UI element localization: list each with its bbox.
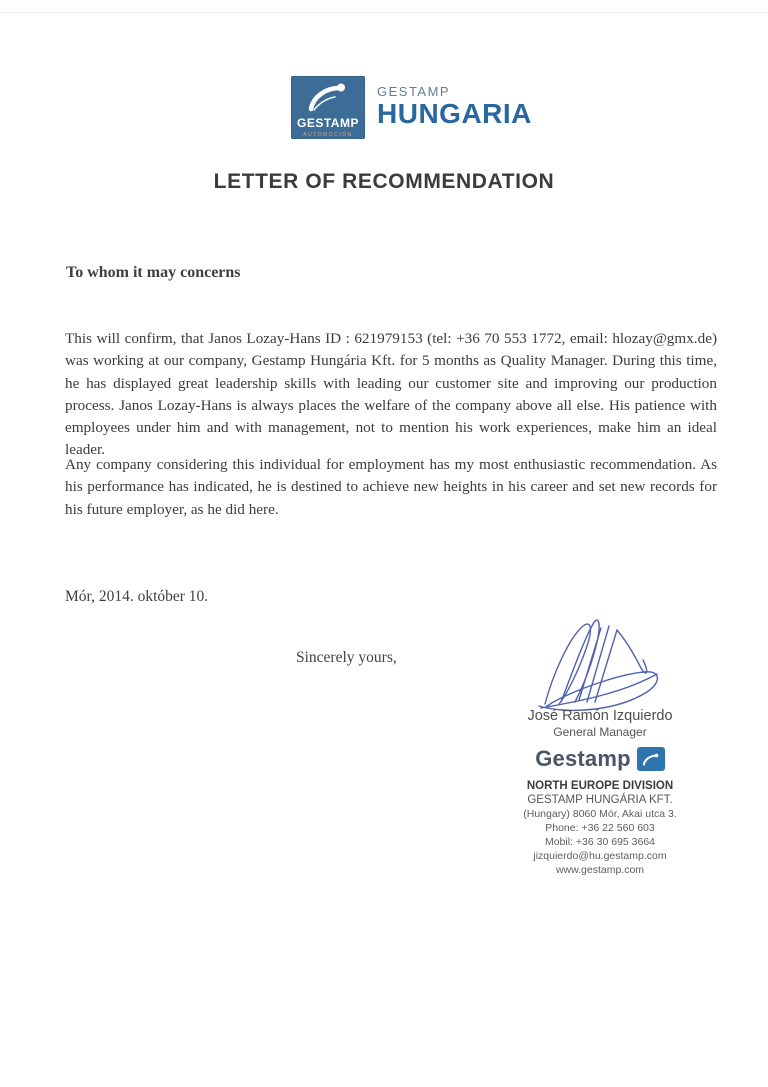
body-paragraph-1: This will confirm, that Janos Lozay-Hans ID : 621979153 (tel: +36 70 553 1772, email: hlozay@gmx.de) was working at our company, Gestamp Hungária Kft. for 5 months as Quality Manager. During this time, he has displayed great leadership skills with leading our customer site and improving our production process. Janos Lozay-Hans is always places the welfare of the company above all else. His patience with employees under him and with management, not to mention his work experiences, make him an ideal leader. xyxy=(65,330,717,459)
footer-website: www.gestamp.com xyxy=(555,864,645,876)
signer-block xyxy=(505,708,695,740)
footer-address: (Hungary) 8060 Mór, Akai utca 3. xyxy=(523,808,677,820)
logo-box-sub-text: AUTOMOCIÓN xyxy=(303,132,353,138)
header-logo xyxy=(291,76,532,139)
footer-email: jizquierdo@hu.gestamp.com xyxy=(533,850,667,862)
footer-wordmark-text: Gestamp xyxy=(535,746,631,771)
gestamp-swoosh-icon xyxy=(304,80,352,119)
salutation: To whom it may concerns xyxy=(66,264,241,281)
footer-contact-block xyxy=(490,779,710,877)
body-paragraph-2: Any company considering this individual for employment has my most enthusiastic recommendation. As his performance has indicated, he is destined to achieve new heights in his career and set new records for his future employer, as he did here. xyxy=(65,456,717,518)
brand-large-text: HUNGARIA xyxy=(377,98,532,129)
gestamp-logo-square xyxy=(291,76,365,139)
header-wordmark xyxy=(377,76,532,128)
logo-box-brand-text: GESTAMP xyxy=(297,116,359,130)
dateline: Mór, 2014. október 10. xyxy=(65,588,209,605)
footer-company: GESTAMP HUNGÁRIA KFT. xyxy=(527,794,673,806)
signer-name: José Ramón Izquierdo xyxy=(527,708,673,724)
footer-logo xyxy=(505,746,695,772)
footer-gestamp-swoosh-icon xyxy=(637,747,665,771)
signer-title: General Manager xyxy=(553,725,647,739)
footer-phone: Phone: +36 22 560 603 xyxy=(545,822,655,834)
footer-mobile: Mobil: +36 30 695 3664 xyxy=(544,836,656,848)
scan-artifact-top xyxy=(0,0,768,13)
letter-title: LETTER OF RECOMMENDATION xyxy=(213,170,555,193)
signature-scribble xyxy=(531,616,669,721)
footer-division: NORTH EUROPE DIVISION xyxy=(526,780,674,792)
brand-small-text: GESTAMP xyxy=(377,84,451,99)
closing-phrase: Sincerely yours, xyxy=(296,649,397,666)
